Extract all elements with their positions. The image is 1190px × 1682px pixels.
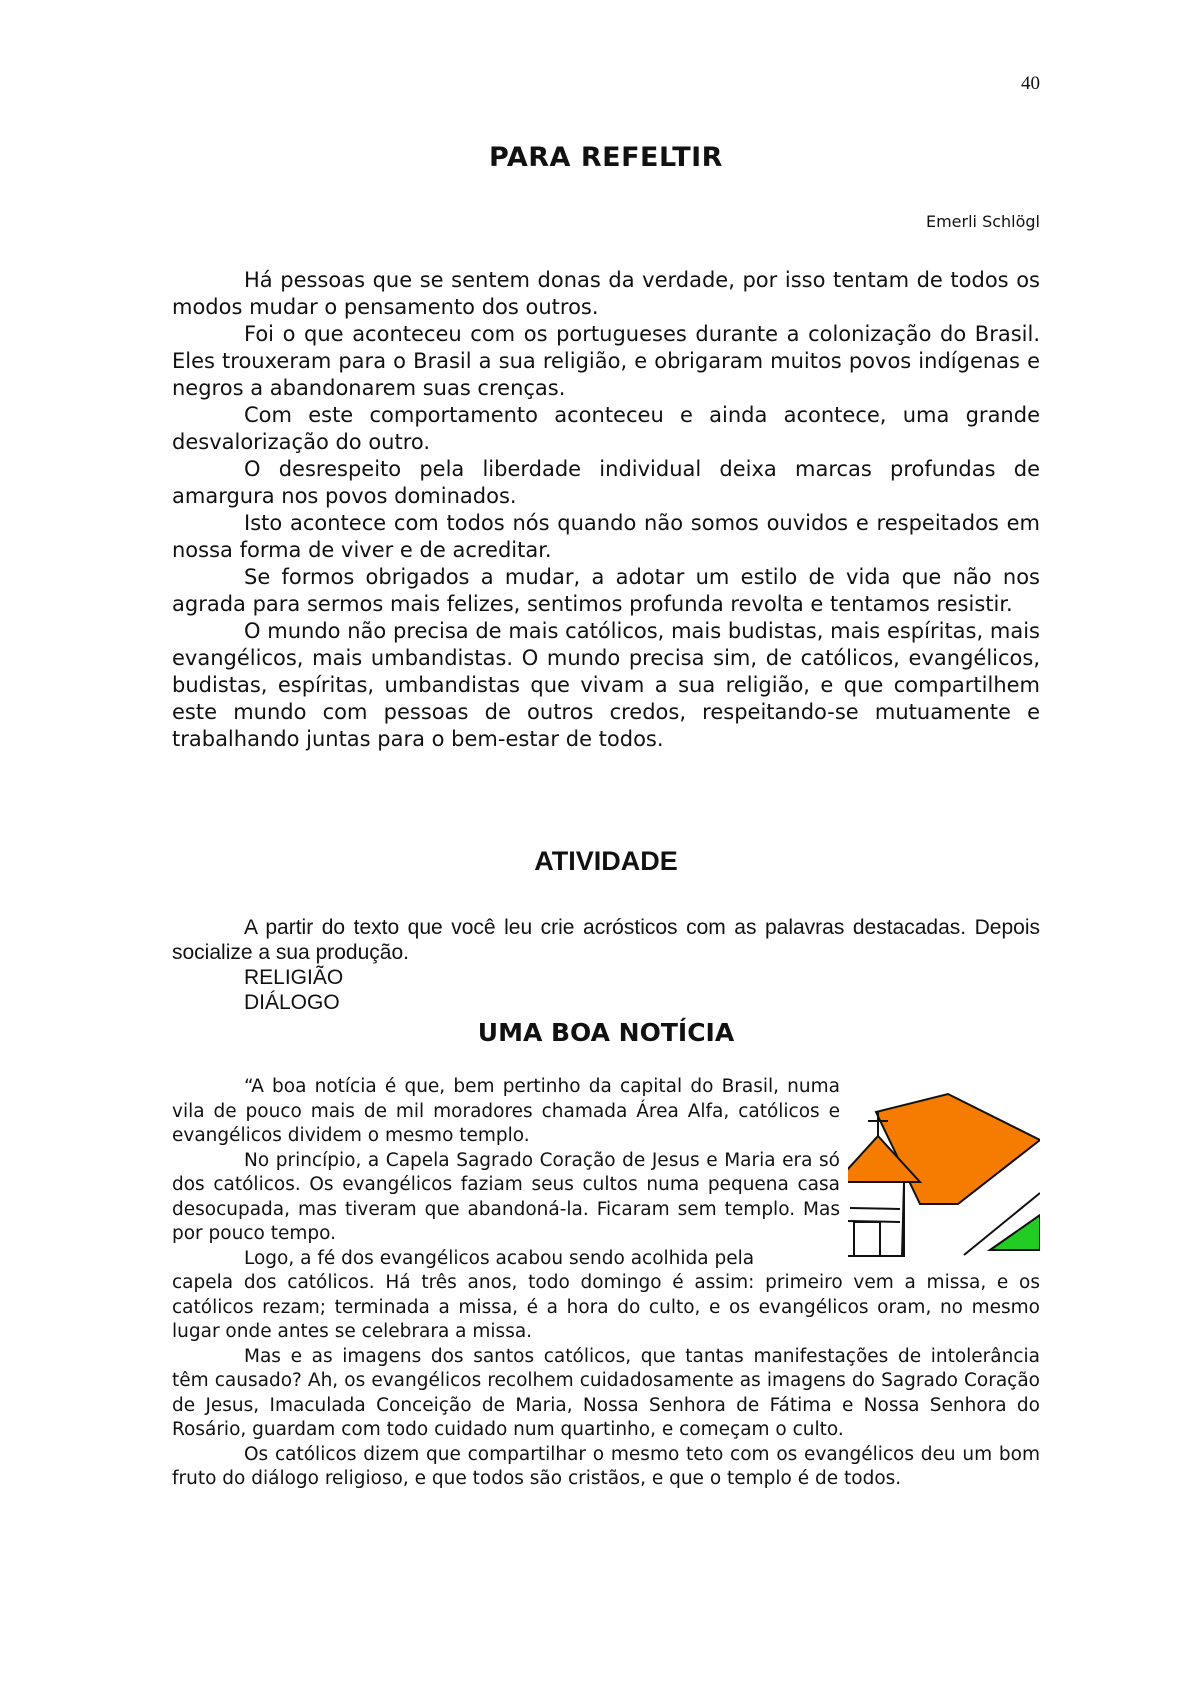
news-text-beside-illustration: [172, 1075, 840, 1271]
paragraph: No princípio, a Capela Sagrado Coração de Jesus e Maria era só dos católicos. Os evangélicos faziam seus cultos numa pequena casa desocupada, mas tiveram que abandoná-la. Ficaram sem templo. Mas por pouco tempo.: [172, 1149, 840, 1244]
paragraph: Há pessoas que se sentem donas da verdade, por isso tentam de todos os modos mudar o pensamento dos outros.: [172, 268, 1040, 319]
church-icon: [848, 1090, 1040, 1260]
paragraph: Isto acontece com todos nós quando não somos ouvidos e respeitados em nossa forma de viver e de acreditar.: [172, 511, 1040, 562]
paragraph: Se formos obrigados a mudar, a adotar um estilo de vida que não nos agrada para sermos mais felizes, sentimos profunda revolta e tentamos resistir.: [172, 565, 1040, 616]
paragraph: “A boa notícia é que, bem pertinho da capital do Brasil, numa vila de pouco mais de mil moradores chamada Área Alfa, católicos e evangélicos dividem o mesmo templo.: [172, 1076, 840, 1146]
section-title-boa-noticia: UMA BOA NOTÍCIA: [477, 1018, 735, 1047]
section-title-atividade: ATIVIDADE: [534, 846, 678, 876]
door-shape: [854, 1222, 880, 1256]
grass-shape: [990, 1215, 1040, 1250]
acrostic-word: RELIGIÃO: [244, 966, 344, 989]
acrostic-word: DIÁLOGO: [244, 991, 340, 1014]
reflection-text: [172, 267, 1040, 753]
paragraph: Mas e as imagens dos santos católicos, que tantas manifestações de intolerância têm causado? Ah, os evangélicos recolhem cuidadosamente as imagens do Sagrado Coração de Jesus, Imaculada Conceição de Maria, Nossa Senhora de Fátima e Nossa Senhora do Rosário, guardam com todo cuidado num quartinho, e começam o culto.: [172, 1345, 1040, 1440]
roof-shape: [876, 1094, 1040, 1204]
page-number: 40: [1021, 73, 1040, 94]
activity-block: [172, 915, 1040, 1015]
paragraph: O desrespeito pela liberdade individual deixa marcas profundas de amargura nos povos dominados.: [172, 457, 1040, 508]
paragraph: Logo, a fé dos evangélicos acabou sendo acolhida pela: [244, 1247, 755, 1269]
paragraph: Com este comportamento aconteceu e ainda acontece, uma grande desvalorização do outro.: [172, 403, 1040, 454]
paragraph-continuation: capela dos católicos. Há três anos, todo domingo é assim: primeiro vem a missa, e os católicos rezam; terminada a missa, é a hora do culto, e os evangélicos oram, no mesmo lugar onde antes se celebrara a missa.: [172, 1272, 1040, 1342]
section-title-para-refletir: PARA REFELTIR: [489, 142, 723, 173]
paragraph: Foi o que aconteceu com os portugueses durante a colonização do Brasil. Eles trouxeram para o Brasil a sua religião, e obrigaram muitos povos indígenas e negros a abandonarem suas crenças.: [172, 322, 1040, 400]
paragraph: O mundo não precisa de mais católicos, mais budistas, mais espíritas, mais evangélicos, mais umbandistas. O mundo precisa sim, de católicos, evangélicos, budistas, espíritas, umbandistas que vivam a sua religião, e que compartilhem este mundo com pessoas de outros credos, respeitando-se mutuamente e trabalhando juntas para o bem-estar de todos.: [172, 619, 1040, 751]
author-name: Emerli Schlögl: [925, 212, 1040, 231]
paragraph: Os católicos dizem que compartilhar o mesmo teto com os evangélicos deu um bom fruto do diálogo religioso, e que todos são cristãos, e que o templo é de todos.: [172, 1443, 1040, 1489]
activity-instruction: A partir do texto que você leu crie acrósticos com as palavras destacadas. Depois socialize a sua produção.: [172, 916, 1040, 964]
